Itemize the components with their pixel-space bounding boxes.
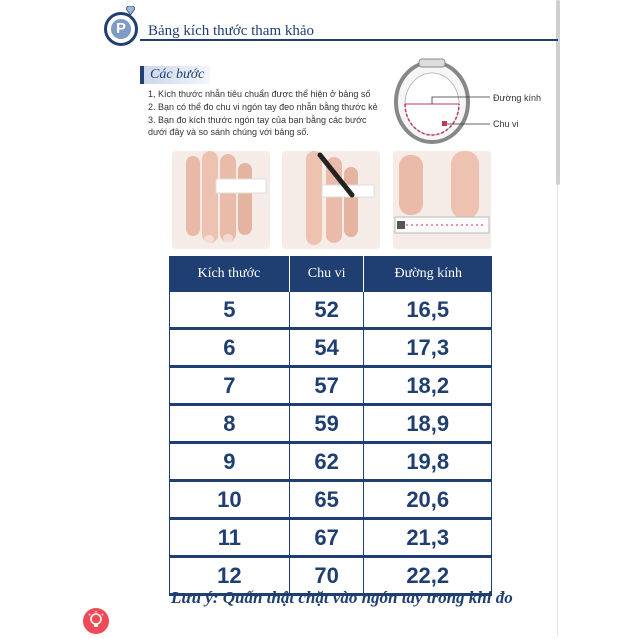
cell-size: 11 xyxy=(169,520,290,558)
cell-circumference: 59 xyxy=(290,406,365,444)
cell-size: 5 xyxy=(169,292,290,330)
table-row xyxy=(169,406,492,444)
steps-list xyxy=(148,88,386,139)
column-header-diameter: Đường kính xyxy=(364,256,492,292)
step-item: 2. Bạn có thể đo chu vi ngón tay đeo nhẫn bằng thước kẻ xyxy=(148,102,378,112)
cell-size: 10 xyxy=(169,482,290,520)
cell-size: 7 xyxy=(169,368,290,406)
diameter-label: Đường kính xyxy=(493,93,541,103)
table-row xyxy=(169,444,492,482)
step-item: 3. Bạn đo kích thước ngón tay của bạn bằng các bước dưới đây và so sánh chúng với bảng số. xyxy=(148,115,367,137)
cell-circumference: 54 xyxy=(290,330,365,368)
cell-diameter: 18,9 xyxy=(364,406,492,444)
circumference-label: Chu vi xyxy=(493,119,519,129)
cell-size: 9 xyxy=(169,444,290,482)
photo-measure-ruler xyxy=(393,151,491,249)
cell-circumference: 65 xyxy=(290,482,365,520)
cell-circumference: 70 xyxy=(290,558,365,596)
column-header-circumference: Chu vi xyxy=(290,256,365,292)
ring-illustration xyxy=(393,54,553,154)
page-title: Bảng kích thước tham khảo xyxy=(148,23,315,39)
table-header-row xyxy=(169,256,492,292)
column-header-size: Kích thước xyxy=(169,256,290,292)
lightbulb-icon xyxy=(83,608,109,634)
cell-size: 12 xyxy=(169,558,290,596)
table-row xyxy=(169,292,492,330)
cell-diameter: 16,5 xyxy=(364,292,492,330)
cell-diameter: 18,2 xyxy=(364,368,492,406)
table-row xyxy=(169,520,492,558)
photo-wrap-paper xyxy=(172,151,270,249)
size-table xyxy=(169,256,492,596)
cell-circumference: 52 xyxy=(290,292,365,330)
cell-diameter: 17,3 xyxy=(364,330,492,368)
logo-letter: P xyxy=(111,19,131,39)
diamond-icon xyxy=(126,6,135,15)
table-row xyxy=(169,482,492,520)
cell-size: 8 xyxy=(169,406,290,444)
ring-diagram xyxy=(393,54,553,154)
cell-diameter: 21,3 xyxy=(364,520,492,558)
photo-mark-pen xyxy=(282,151,380,249)
step-item: 1, Kích thước nhẫn tiêu chuẩn được thể hiện ở bảng số xyxy=(148,89,371,99)
header-divider xyxy=(140,39,558,41)
floating-action-button[interactable] xyxy=(83,608,109,634)
measurement-note: Lưu ý: Quấn thật chặt vào ngón tay trong khi đo xyxy=(171,588,513,607)
cell-size: 6 xyxy=(169,330,290,368)
cell-circumference: 67 xyxy=(290,520,365,558)
steps-heading: Các bước xyxy=(140,66,210,84)
cell-diameter: 20,6 xyxy=(364,482,492,520)
table-row xyxy=(169,330,492,368)
cell-diameter: 22,2 xyxy=(364,558,492,596)
cell-diameter: 19,8 xyxy=(364,444,492,482)
table-row xyxy=(169,368,492,406)
brand-logo xyxy=(104,12,138,46)
scrollbar[interactable] xyxy=(556,0,560,185)
cell-circumference: 62 xyxy=(290,444,365,482)
cell-circumference: 57 xyxy=(290,368,365,406)
